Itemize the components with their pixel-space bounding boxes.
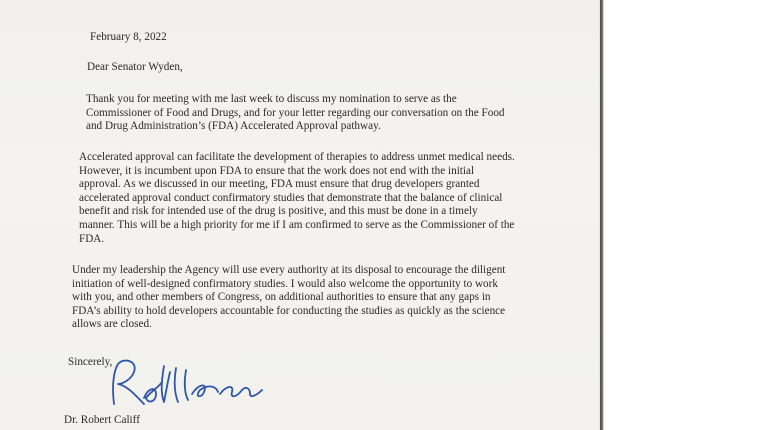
paragraph-line: manner. This will be a high priority for me if I am confirmed to serve as the Commissioner of the [79,218,515,231]
closing: Sincerely, [68,356,113,368]
paragraph-line: initiation of well-designed confirmatory studies. I would also welcome the opportunity to work [72,277,498,290]
handwritten-signature [104,358,279,410]
paragraph-3 [72,264,505,332]
paragraph-line: Thank you for meeting with me last week to discuss my nomination to serve as the [86,93,457,105]
scan-edge-shadow [600,0,604,430]
paragraph-line: accelerated approval conduct confirmatory studies that demonstrate that the balance of clinical [79,191,503,204]
signer-name: Dr. Robert Califf [64,414,140,426]
paragraph-line: approval. As we discussed in our meeting, FDA must ensure that drug developers granted [79,178,480,191]
paragraph-line: allows are closed. [72,318,152,331]
paragraph-line: FDA. [79,232,105,245]
paragraph-line: with you, and other members of Congress, on additional authorities to ensure that any gaps in [72,291,491,304]
paragraph-line: FDA’s ability to hold developers accountable for conducting the studies as quickly as the science [72,304,506,317]
paragraph-line: Under my leadership the Agency will use every authority at its disposal to encourage the diligent [72,264,506,276]
salutation: Dear Senator Wyden, [87,61,183,73]
paragraph-line: Accelerated approval can facilitate the development of therapies to address unmet medical needs. [79,151,515,163]
paragraph-line: and Drug Administration’s (FDA) Accelerated Approval pathway. [86,120,381,133]
paragraph-line: Commissioner of Food and Drugs, and for your letter regarding our conversation on the Food [86,106,505,119]
paragraph-line: However, it is incumbent upon FDA to ensure that the work does not end with the initial [79,164,475,177]
letter-date: February 8, 2022 [90,31,167,43]
paragraph-1 [86,93,505,134]
paragraph-2 [79,151,515,246]
paragraph-line: benefit and risk for intended use of the drug is positive, and this must be done in a timely [79,205,478,218]
